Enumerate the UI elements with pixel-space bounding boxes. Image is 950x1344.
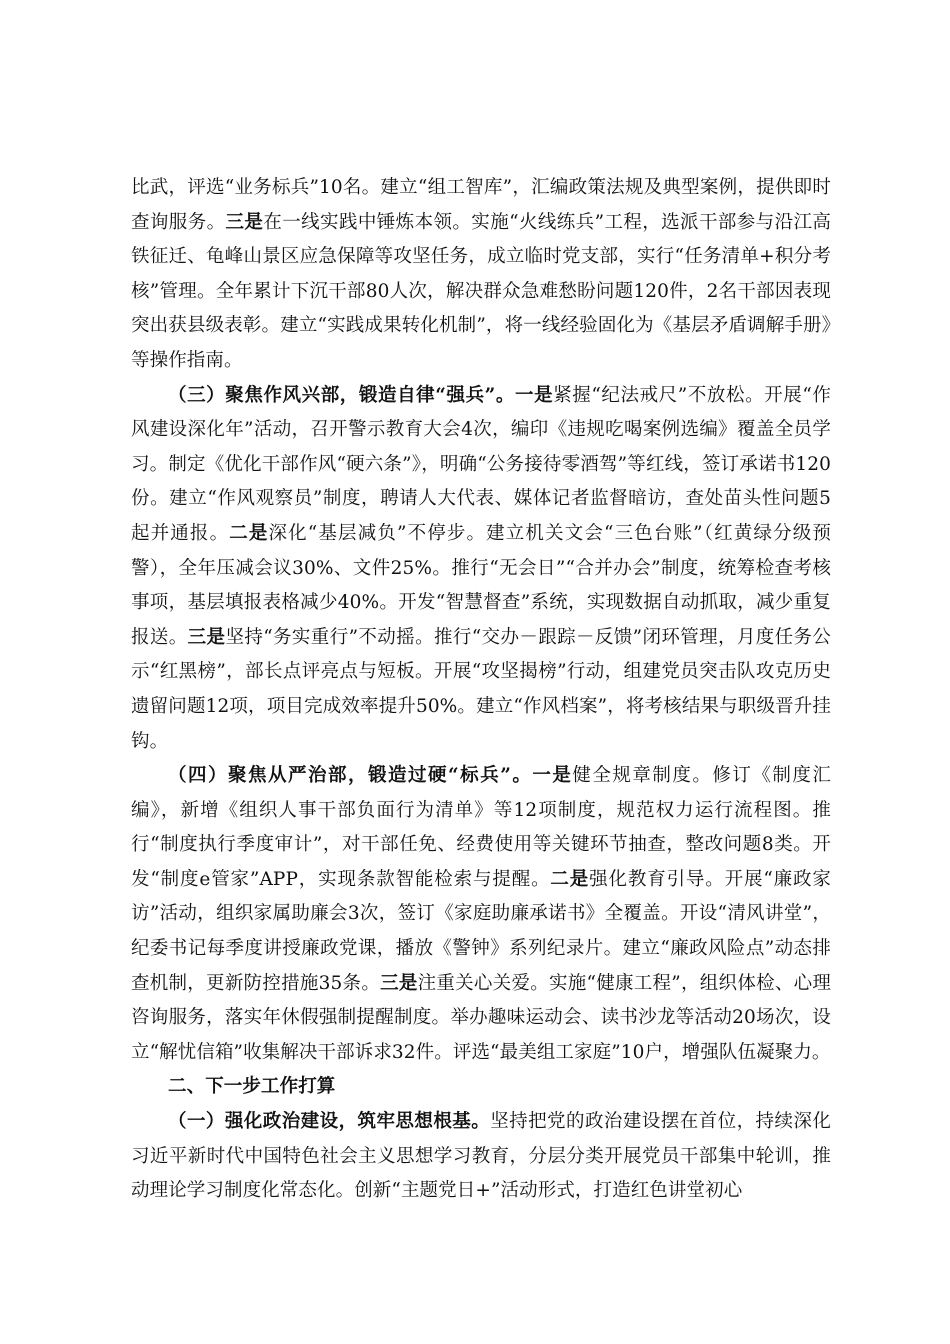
bold-text-run: 二是 xyxy=(550,868,590,890)
bold-text-run: 一是 xyxy=(515,384,554,406)
chapter-heading-text: 二、下一步工作打算 xyxy=(168,1076,336,1098)
section-heading-next-1: （一）强化政治建设，筑牢思想根基。 xyxy=(168,1111,491,1133)
text-run: 坚持“务实重行”不动摇。推行“交办－跟踪－反馈”闭环管理，月度任务公示“红黑榜”，部长点评亮点与短板。开展“攻坚揭榜”行动，组建党员突击队攻克历史遗留问题12项，项目完成效率提升50%。建立“作风档案”，将考核结果与职级晋升挂钩。 xyxy=(131,626,832,752)
text-run: 在一线实践中锤炼本领。实施“火线练兵”工程，选派干部参与沿江高铁征迁、龟峰山景区应急保障等攻坚任务，成立临时党支部，实行“任务清单+积分考核”管理。全年累计下沉干部80人次，解决群众急难愁盼问题120件，2名干部因表现突出获县级表彰。建立“实践成果转化机制”，将一线经验固化为《基层矛盾调解手册》等操作指南。 xyxy=(131,211,831,371)
paragraph-continuation xyxy=(131,171,831,379)
bold-text-run: 一是 xyxy=(532,765,573,787)
paragraph-section-3 xyxy=(131,379,831,760)
text-run: 紧握“纪法戒尺”不放松。开展“作风建设深化年”活动，召开警示教育大会4次，编印《违规吃喝案例选编》覆盖全员学习。制定《优化干部作风“硬六条”》，明确“公务接待零酒驾”等红线，签订承诺书120份。建立“作风观察员”制度，聘请人大代表、媒体记者监督暗访，查处苗头性问题5起并通报。 xyxy=(131,384,832,544)
chapter-heading-next-steps xyxy=(131,1070,831,1105)
paragraph-next-step-1 xyxy=(131,1105,831,1209)
text-run: 注重关心关爱。实施“健康工程”，组织体检、心理咨询服务，落实年休假强制提醒制度。举办趣味运动会、读书沙龙等活动20场次，设立“解忧信箱”收集解决干部诉求32件。评选“最美组工家庭”10户，增强队伍凝聚力。 xyxy=(131,972,831,1063)
bold-text-run: 三是 xyxy=(187,626,226,648)
text-run: 比武，评选“业务标兵”10名。建立“组工智库”，汇编政策法规及典型案例，提供即时查询服务。 xyxy=(131,177,831,233)
section-heading-3: （三）聚焦作风兴部，锻造自律“强兵”。 xyxy=(168,384,515,406)
bold-text-run: 三是 xyxy=(225,211,264,233)
paragraph-section-4 xyxy=(131,759,831,1070)
text-run: 强化教育引导。开展“廉政家访”活动，组织家属助廉会3次，签订《家庭助廉承诺书》全覆盖。开设“清风讲堂”，纪委书记每季度讲授廉政党课，播放《警钟》系列纪录片。建立“廉政风险点”动态排查机制，更新防控措施35条。 xyxy=(131,868,831,994)
section-heading-4: （四）聚焦从严治部，锻造过硬“标兵”。 xyxy=(168,765,533,787)
bold-text-run: 二是 xyxy=(229,522,269,544)
text-run: 健全规章制度。修订《制度汇编》，新增《组织人事干部负面行为清单》等12项制度，规范权力运行流程图。推行“制度执行季度审计”，对干部任免、经费使用等关键环节抽查，整改问题8类。开发“制度e管家”APP，实现条款智能检索与提醒。 xyxy=(131,765,831,890)
document-body xyxy=(131,171,831,1209)
text-run: 坚持把党的政治建设摆在首位，持续深化习近平新时代中国特色社会主义思想学习教育，分层分类开展党员干部集中轮训，推动理论学习制度化常态化。创新“主题党日+”活动形式，打造红色讲堂初心 xyxy=(131,1111,831,1202)
bold-text-run: 三是 xyxy=(380,972,418,994)
text-run: 深化“基层减负”不停步。建立机关文会“三色台账”（红黄绿分级预警），全年压减会议30%、文件25%。推行“无会日”“合并办会”制度，统筹检查考核事项，基层填报表格减少40%。开发“智慧督查”系统，实现数据自动抓取，减少重复报送。 xyxy=(131,522,831,648)
